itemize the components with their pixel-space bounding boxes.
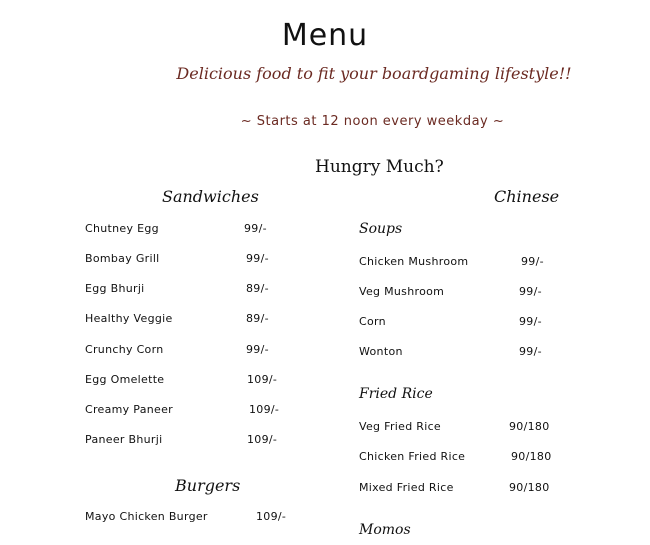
menu-item-name: Egg Omelette: [85, 373, 165, 386]
menu-item-name: Mayo Chicken Burger: [85, 510, 208, 523]
menu-item-price: 99/-: [519, 315, 542, 328]
subsection-heading-fried-rice: Fried Rice: [359, 386, 433, 402]
menu-item-price: 109/-: [247, 373, 278, 386]
menu-item-price: 90/180: [509, 420, 550, 433]
menu-item-name: Chicken Mushroom: [359, 255, 469, 268]
menu-item-price: 99/-: [246, 343, 269, 356]
menu-item-price: 90/180: [511, 450, 552, 463]
menu-item-price: 99/-: [519, 345, 542, 358]
menu-item-price: 109/-: [249, 403, 280, 416]
menu-item-name: Chicken Fried Rice: [359, 450, 466, 463]
menu-item-price: 90/180: [509, 481, 550, 494]
tagline: Delicious food to fit your boardgaming lifestyle!!: [176, 64, 572, 83]
menu-item-price: 99/-: [246, 252, 269, 265]
menu-item-name: Bombay Grill: [85, 252, 160, 265]
menu-item-price: 99/-: [521, 255, 544, 268]
menu-item-name: Egg Bhurji: [85, 282, 145, 295]
menu-item-name: Crunchy Corn: [85, 343, 164, 356]
menu-item-name: Chutney Egg: [85, 222, 159, 235]
menu-item-name: Veg Mushroom: [359, 285, 445, 298]
menu-item-price: 109/-: [247, 433, 278, 446]
menu-item-price: 99/-: [244, 222, 267, 235]
menu-item-price: 89/-: [246, 282, 269, 295]
menu-item-name: Veg Fried Rice: [359, 420, 441, 433]
page-title: Menu: [281, 18, 369, 53]
menu-item-name: Paneer Bhurji: [85, 433, 163, 446]
menu-item-name: Healthy Veggie: [85, 312, 173, 325]
hours-note: ~ Starts at 12 noon every weekday ~: [240, 114, 505, 129]
menu-item-name: Wonton: [359, 345, 403, 358]
menu-item-name: Creamy Paneer: [85, 403, 174, 416]
menu-item-name: Mixed Fried Rice: [359, 481, 454, 494]
subsection-heading-soups: Soups: [359, 221, 403, 237]
menu-subtitle: Hungry Much?: [315, 157, 444, 177]
section-heading-chinese: Chinese: [494, 187, 560, 206]
menu-item-price: 109/-: [256, 510, 287, 523]
menu-item-price: 99/-: [519, 285, 542, 298]
subsection-heading-momos: Momos: [359, 522, 411, 538]
section-heading-burgers: Burgers: [175, 476, 241, 495]
menu-item-price: 89/-: [246, 312, 269, 325]
section-heading-sandwiches: Sandwiches: [162, 187, 259, 206]
menu-item-name: Corn: [359, 315, 386, 328]
